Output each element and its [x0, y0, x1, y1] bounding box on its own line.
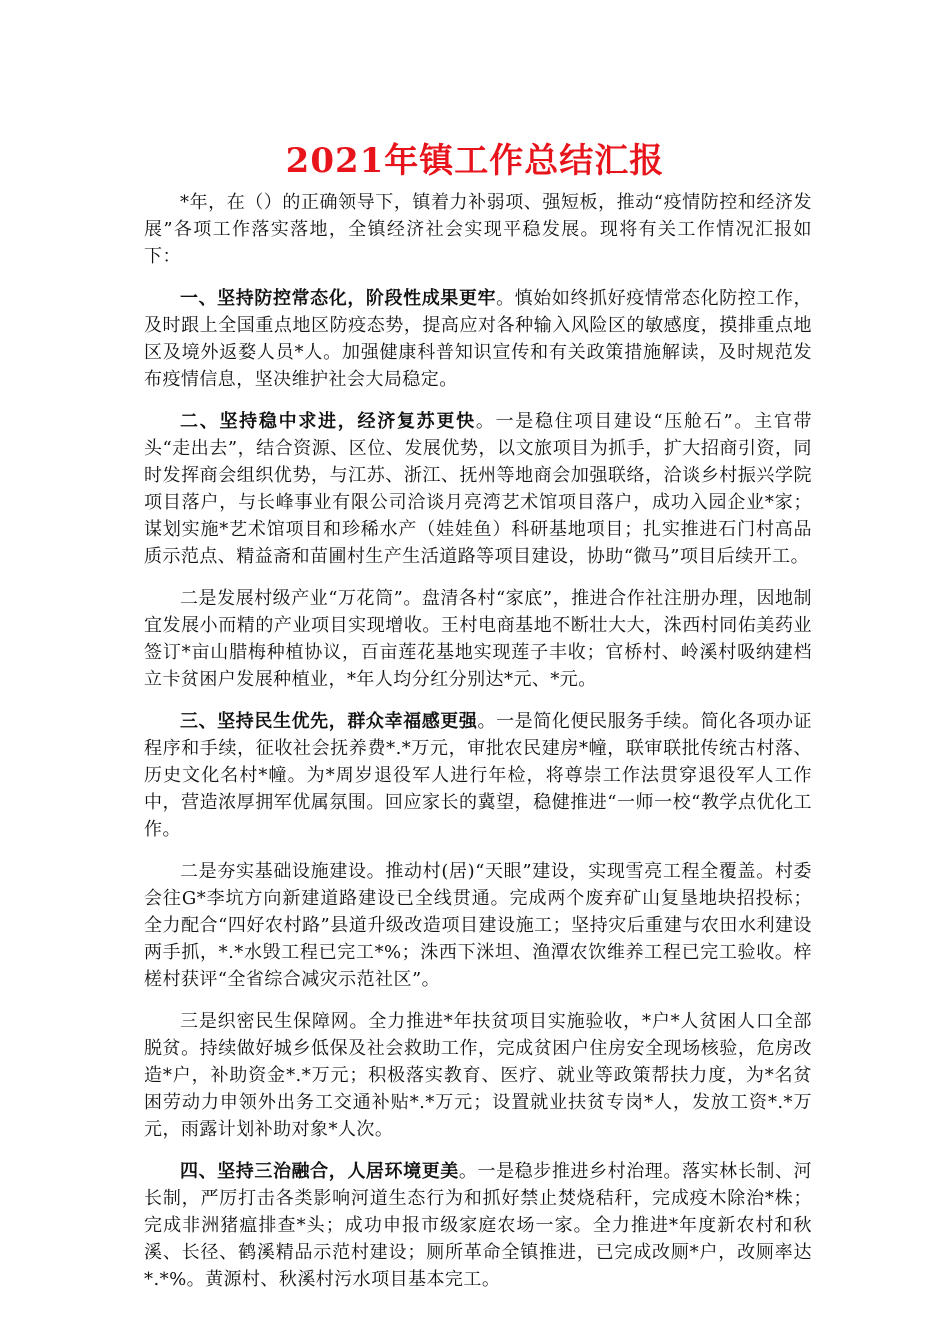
- paragraph-text: 。一是稳住项目建设“压舱石”。主官带头“走出去”，结合资源、区位、发展优势，以文旅项目为抓手，扩大招商引资，同时发挥商会组织优势，与江苏、浙江、抚州等地商会加强联络，洽谈乡村振兴学院项目落户，与长峰事业有限公司洽谈月亮湾艺术馆项目落户，成功入园企业*家；谋划实施*艺术馆项目和珍稀水产（娃娃鱼）科研基地项目；扎实推进石门村高品质示范点、精益斋和苗圃村生产生活道路等项目建设，协助“微马”项目后续开工。: [144, 411, 812, 567]
- paragraph-section-4: [144, 1158, 812, 1293]
- section-heading: 二、坚持稳中求进，经济复苏更快: [180, 411, 476, 432]
- paragraph-text: 。慎始如终抓好疫情常态化防控工作，及时跟上全国重点地区防疫态势，提高应对各种输入风险区的敏感度，摸排重点地区及境外返婺人员*人。加强健康科普知识宣传和有关政策措施解读，及时规范发布疫情信息，坚决维护社会大局稳定。: [144, 288, 812, 390]
- paragraph-intro: [144, 189, 812, 270]
- paragraph-text: 二是夯实基础设施建设。推动村(居)“天眼”建设，实现雪亮工程全覆盖。村委会往G*李坑方向新建道路建设已全线贯通。完成两个废弃矿山复垦地块招投标；全力配合“四好农村路”县道升级改造项目建设施工；坚持灾后重建与农田水利建设两手抓，*.*水毁工程已完工*%；洙西下洣坦、渔潭农饮维养工程已完工验收。梓槎村获评“全省综合减灾示范社区”。: [144, 861, 812, 990]
- paragraph-text: *年，在（）的正确领导下，镇着力补弱项、强短板，推动“疫情防控和经济发展”各项工作落实落地，全镇经济社会实现平稳发展。现将有关工作情况汇报如下：: [144, 192, 812, 267]
- paragraph-text: 二是发展村级产业“万花筒”。盘清各村“家底”，推进合作社注册办理，因地制宜发展小而精的产业项目实现增收。王村电商基地不断壮大大，洙西村同佑美药业签订*亩山腊梅种植协议，百亩莲花基地实现莲子丰收；官桥村、岭溪村吸纳建档立卡贫困户发展种植业，*年人均分红分别达*元、*元。: [144, 588, 812, 690]
- section-heading: 三、坚持民生优先，群众幸福感更强: [180, 711, 478, 732]
- paragraph-text: 。一是稳步推进乡村治理。落实林长制、河长制，严厉打击各类影响河道生态行为和抓好禁止焚烧秸秆，完成疫木除治*株；完成非洲猪瘟排查*头；成功申报市级家庭农场一家。全力推进*年度新农村和秋溪、长径、鹤溪精品示范村建设；厕所革命全镇推进，已完成改厕*户，改厕率达*.*%。黄源村、秋溪村污水项目基本完工。: [144, 1161, 812, 1290]
- paragraph-section-3-part-2: [144, 858, 812, 993]
- section-heading: 四、坚持三治融合，人居环境更美: [180, 1161, 459, 1182]
- section-heading: 一、坚持防控常态化，阶段性成果更牢: [180, 288, 497, 309]
- document-body: [144, 189, 812, 1308]
- paragraph-text: 。一是简化便民服务手续。简化各项办证程序和手续，征收社会抚养费*.*万元，审批农民建房*幢，联审联批传统古村落、历史文化名村*幢。为*周岁退役军人进行年检，将尊崇工作法贯穿退役军人工作中，营造浓厚拥军优属氛围。回应家长的冀望，稳健推进“一师一校“教学点优化工作。: [144, 711, 812, 840]
- paragraph-section-1: [144, 285, 812, 393]
- paragraph-section-2-part-2: [144, 585, 812, 693]
- paragraph-section-3: [144, 708, 812, 843]
- paragraph-section-2: [144, 408, 812, 570]
- paragraph-section-3-part-3: [144, 1008, 812, 1143]
- paragraph-text: 三是织密民生保障网。全力推进*年扶贫项目实施验收，*户*人贫困人口全部脱贫。持续做好城乡低保及社会救助工作，完成贫困户住房安全现场核验，危房改造*户，补助资金*.*万元；积极落实教育、医疗、就业等政策帮扶力度，为*名贫困劳动力申领外出务工交通补贴*.*万元；设置就业扶贫专岗*人，发放工资*.*万元，雨露计划补助对象*人次。: [144, 1011, 812, 1140]
- document-title: 2021年镇工作总结汇报: [285, 141, 665, 181]
